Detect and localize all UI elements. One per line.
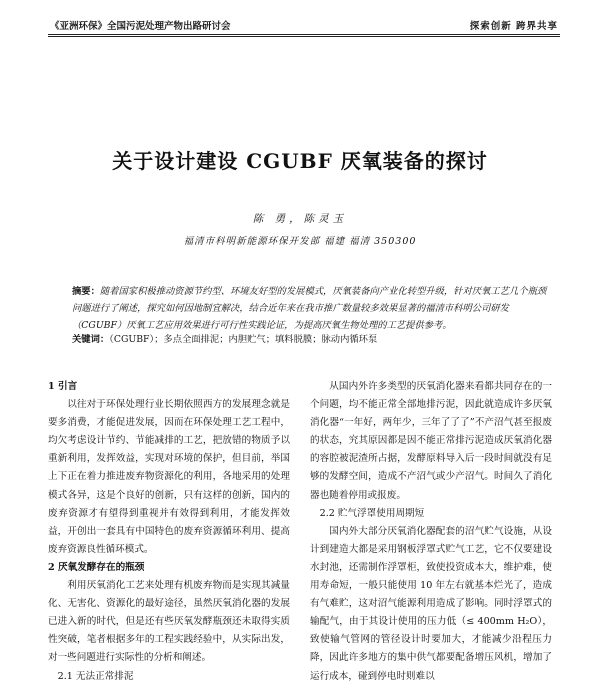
section-heading: 2 厌氧发酵存在的瓶颈 xyxy=(48,561,145,573)
abstract-label: 摘要： xyxy=(72,286,100,297)
body-paragraph: 利用厌氧消化工艺来处理有机废弃物而是实现其减量化、无害化、资源化的最好途径，虽然厌氧消化器的发展已进入新的时代，但是还有些厌氧发酵瓶颈还未取得实质性突破，笔者根据多年的工程实践经验中，从实际出发，对一些问题进行实际性的分析和阐述。 xyxy=(48,580,290,664)
paper-authors: 陈 勇，陈灵玉 xyxy=(252,213,348,225)
keywords-label: 关键词： xyxy=(72,334,110,345)
header-rule-top xyxy=(48,34,560,35)
section-heading: 1 引言 xyxy=(48,381,78,392)
keywords xyxy=(72,332,552,347)
left-column xyxy=(48,378,290,686)
header-rule-bottom xyxy=(48,36,560,37)
body-paragraph: 以往对于环保处理行业长期依照西方的发展理念就是要多消费，才能促进发展，因而在环保处理工艺工程中，均欠考虑设计节约、节能减排的工艺，把放错的物质予以重新利用，发挥效益，实现对环境的保护，但目前，举国上下正在着力推进废弃物资源化的利用，各地采用的处理模式各异，这是个良好的创新，只有这样的创新，国内的废弃资源才有望得到重视并有效得到利用，才能发挥效益，开创出一套具有中国特色的废弃资源循环利用、提高废弃资源良性循环模式。 xyxy=(48,399,290,555)
body-paragraph: 从国内外许多类型的厌氧消化器来看都共同存在的一个问题，均不能正常全部地排污泥，因此就造成许多厌氧消化器“一年好，两年少，三年了了了”不产沼气甚至报废的状态，究其原因都是因不能正常排污泥造成厌氧消化器的容腔被泥渣所占据，发酵原料导入后一段时间就没有足够的发酵空间，造成不产沼气或少产沼气。时间久了消化器也随着停用或报废。 xyxy=(310,381,552,501)
abstract xyxy=(72,283,552,334)
paper-affiliation: 福清市科明新能源环保开发部 福建 福清 350300 xyxy=(183,236,417,247)
abstract-text: 随着国家积极推动资源节约型、环境友好型的发展模式，厌氧装备向产业化转型升级，针对厌氧工艺几个瓶颈问题进行了阐述，探究如何因地制宜解决，结合近年来在我市推广数量较多效果显著的福清市科明公司研发（CGUBF）厌氧工艺应用效果进行可行性实践论证，为提高厌氧生物处理的工艺提供参考。 xyxy=(72,286,547,331)
paper-title: 关于设计建设 CGUBF 厌氧装备的探讨 xyxy=(112,149,488,173)
right-column xyxy=(310,378,552,686)
header-conference-name: 《亚洲环保》全国污泥处理产物出路研讨会 xyxy=(50,21,231,32)
body-paragraph: 国内外大部分厌氧消化器配套的沼气贮气设施，从设计到建造大都是采用钢板浮罩式贮气工艺，它不仅要建设水封池，还需制作浮罩柜，致使投资成本大，维护难，使用寿命短，一般只能使用 10 年左右就基本烂光了，造成有气难贮，这对沼气能源利用造成了影响。同时浮罩式的输配气，由于其设计使用的压力低（≤ 400mm H₂O），致使输气管网的管径设计时要加大，才能减少沿程压力降，因此许多地方的集中供气都要配备增压风机，增加了运行成本，碰到停电时则难以 xyxy=(310,525,552,682)
subsection-heading: 2.1 无法正常排泥 xyxy=(57,670,134,682)
header-slogan: 探索创新 跨界共享 xyxy=(469,21,558,32)
subsection-heading: 2.2 贮气浮罩使用周期短 xyxy=(319,507,425,519)
keywords-text: （CGUBF）；多点全面排泥；内胆贮气；填料脱膜；脉动内循环泵 xyxy=(109,334,378,345)
